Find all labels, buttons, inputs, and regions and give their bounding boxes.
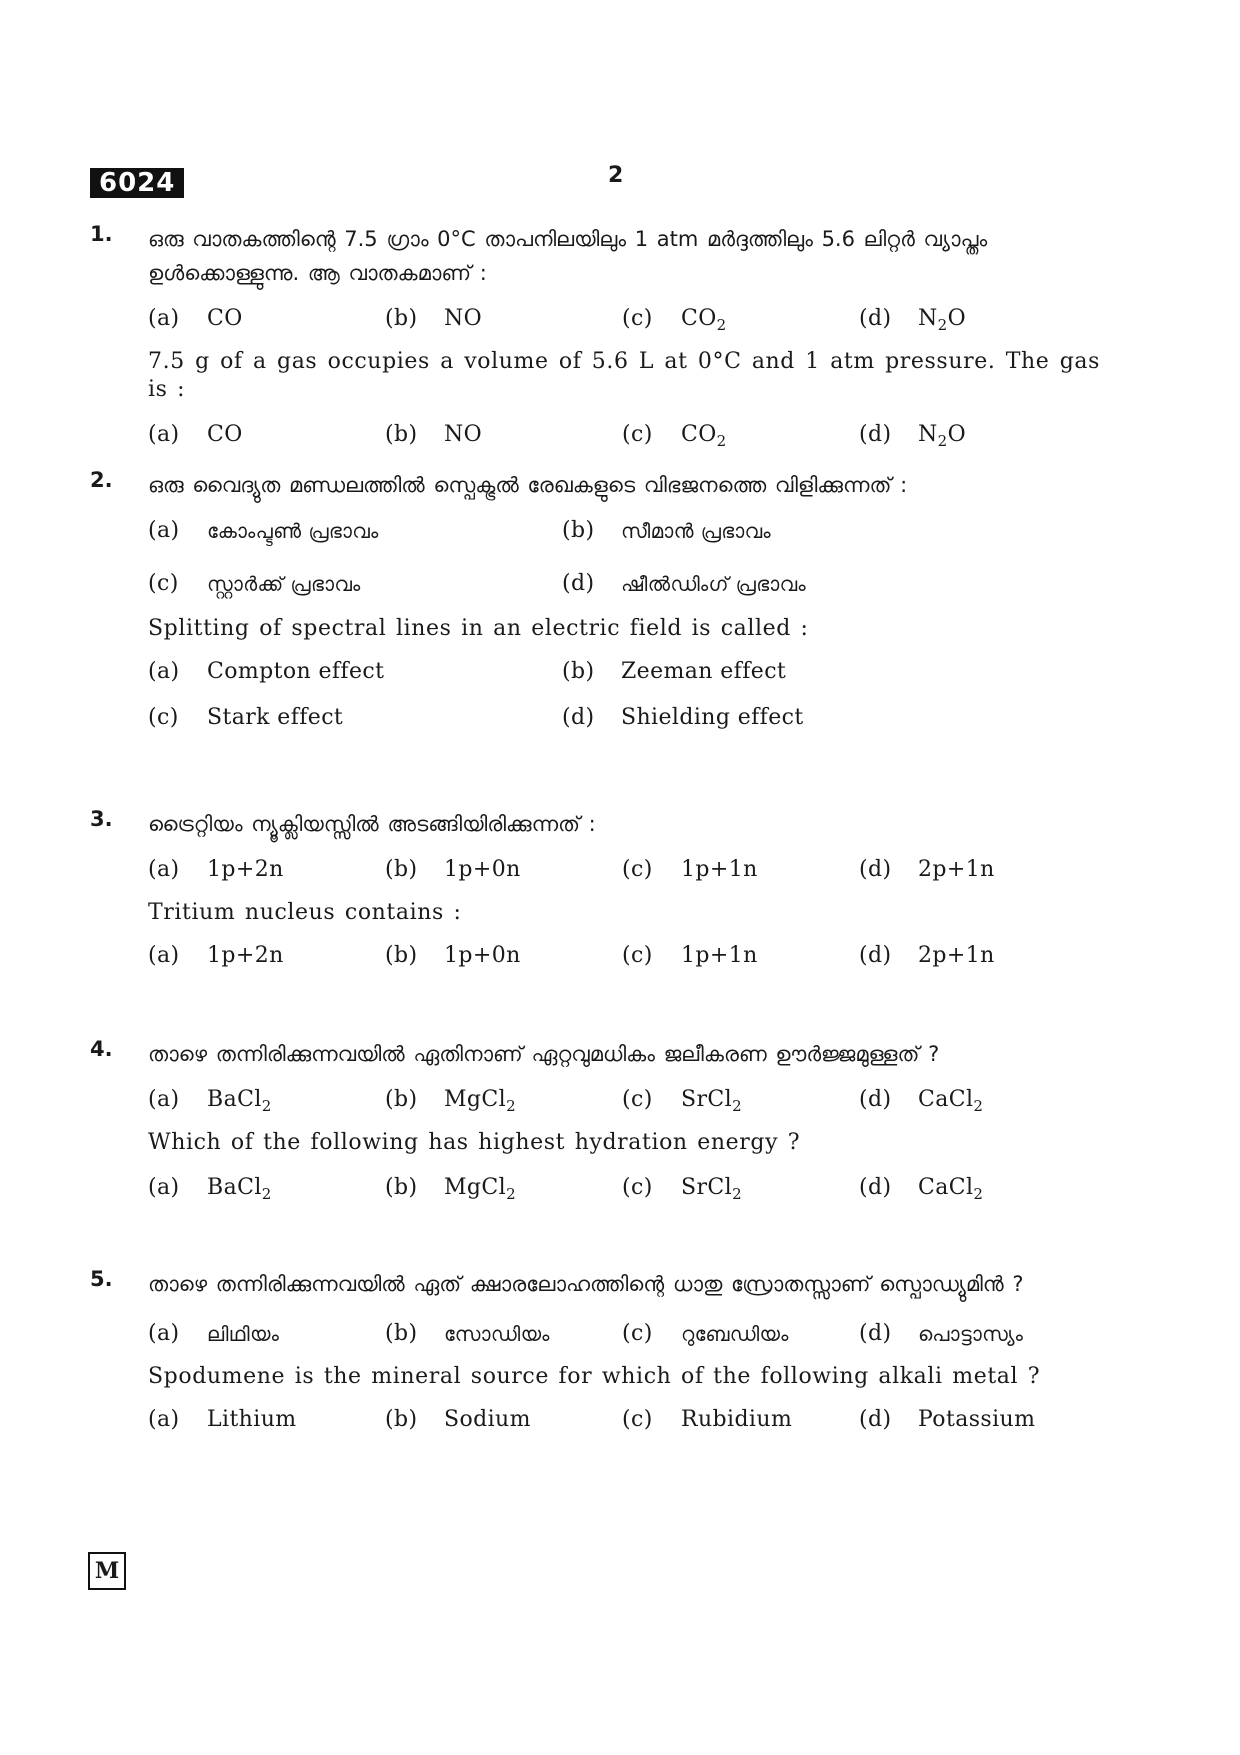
- option-label: (b): [562, 518, 595, 543]
- question-text-malayalam: ട്രൈറ്റിയം ന്യൂക്ലിയസ്സിൽ അടങ്ങിയിരിക്കുന്നത് :: [148, 812, 596, 836]
- option-d[interactable]: [859, 420, 1096, 450]
- option-label: (b): [385, 306, 418, 331]
- option-label: (b): [385, 857, 418, 882]
- option-label: (c): [622, 943, 653, 968]
- option-d[interactable]: [562, 703, 976, 733]
- options-english: [148, 420, 1100, 450]
- question-text-english: Tritium nucleus contains :: [148, 900, 462, 925]
- options-malayalam: [148, 1319, 1100, 1349]
- question-3: [90, 807, 1100, 1043]
- option-text: Potassium: [918, 1407, 1036, 1432]
- question-number: 1.: [90, 222, 113, 246]
- option-label: (c): [622, 1407, 653, 1432]
- option-b[interactable]: [385, 941, 622, 971]
- option-text: MgCl$_2$: [444, 1087, 517, 1115]
- option-label: (a): [148, 422, 180, 447]
- option-c[interactable]: [622, 1173, 859, 1203]
- option-label: (a): [148, 518, 180, 543]
- option-label: (d): [562, 571, 595, 596]
- option-label: (b): [385, 943, 418, 968]
- option-label: (d): [859, 1321, 892, 1346]
- option-text: CaCl$_2$: [918, 1175, 984, 1203]
- option-label: (c): [622, 857, 653, 882]
- option-text: Compton effect: [207, 659, 385, 684]
- option-b[interactable]: [385, 1405, 622, 1435]
- option-label: (c): [622, 422, 653, 447]
- option-text: BaCl$_2$: [207, 1087, 272, 1115]
- option-text: 1p+0n: [444, 857, 521, 882]
- option-label: (c): [622, 1321, 653, 1346]
- question-number: 2.: [90, 468, 113, 492]
- question-2: [90, 468, 1100, 813]
- option-text: Lithium: [207, 1407, 297, 1432]
- option-text: ഷീൽഡിംഗ് പ്രഭാവം: [621, 572, 806, 596]
- question-number: 3.: [90, 807, 113, 831]
- option-label: (a): [148, 1407, 180, 1432]
- option-text: BaCl$_2$: [207, 1175, 272, 1203]
- option-label: (b): [385, 1087, 418, 1112]
- option-text: $CO_2$: [681, 422, 727, 450]
- option-label: (a): [148, 943, 180, 968]
- option-text: Zeeman effect: [621, 659, 787, 684]
- option-a[interactable]: [148, 516, 562, 546]
- option-text: $N_2O$: [918, 422, 967, 450]
- option-b[interactable]: [385, 1085, 622, 1115]
- question-text-english: Splitting of spectral lines in an electric field is called :: [148, 616, 809, 641]
- question-text-english: Spodumene is the mineral source for which of the following alkali metal ?: [148, 1364, 1041, 1389]
- option-text: സോഡിയം: [444, 1322, 550, 1346]
- option-c[interactable]: [622, 855, 859, 885]
- option-text: SrCl$_2$: [681, 1087, 743, 1115]
- option-label: (b): [385, 1407, 418, 1432]
- option-label: (a): [148, 306, 180, 331]
- footer-marker: M: [88, 1552, 126, 1590]
- option-d[interactable]: [859, 1405, 1096, 1435]
- option-d[interactable]: [859, 855, 1096, 885]
- option-text: 2p+1n: [918, 943, 995, 968]
- option-a[interactable]: [148, 420, 385, 450]
- question-text-malayalam: ഒരു വൈദ്യുത മണ്ഡലത്തിൽ സ്പെക്ട്രൽ രേഖകളുടെ വിഭജനത്തെ വിളിക്കുന്നത് :: [148, 473, 908, 497]
- question-number: 5.: [90, 1267, 113, 1291]
- option-label: (a): [148, 659, 180, 684]
- option-d[interactable]: [859, 1319, 1096, 1349]
- option-label: (d): [562, 705, 595, 730]
- option-c[interactable]: [622, 1319, 859, 1349]
- option-text: 1p+2n: [207, 857, 284, 882]
- option-a[interactable]: [148, 855, 385, 885]
- option-c[interactable]: [622, 941, 859, 971]
- options-english: [148, 657, 1100, 733]
- question-5: [90, 1267, 1100, 1467]
- option-text: സീമാൻ പ്രഭാവം: [621, 519, 771, 543]
- option-text: $CO_2$: [681, 306, 727, 334]
- option-c[interactable]: [622, 420, 859, 450]
- option-b[interactable]: [385, 1319, 622, 1349]
- option-d[interactable]: [562, 569, 976, 599]
- option-label: (a): [148, 1175, 180, 1200]
- options-english: [148, 1405, 1100, 1435]
- option-d[interactable]: [859, 1085, 1096, 1115]
- option-text: CaCl$_2$: [918, 1087, 984, 1115]
- option-text: സ്റ്റാർക്ക് പ്രഭാവം: [207, 572, 361, 596]
- question-text-malayalam: താഴെ തന്നിരിക്കുന്നവയിൽ ഏതിനാണ് ഏറ്റവുമധികം ജലീകരണ ഊർജ്ജമുള്ളത് ?: [148, 1042, 940, 1066]
- question-number: 4.: [90, 1037, 113, 1061]
- option-label: (d): [859, 1407, 892, 1432]
- option-label: (d): [859, 1175, 892, 1200]
- option-text: കോംപ്ടൺ പ്രഭാവം: [207, 519, 379, 543]
- options-english: [148, 1173, 1100, 1203]
- option-d[interactable]: [859, 1173, 1096, 1203]
- option-text: Sodium: [444, 1407, 531, 1432]
- option-text: Rubidium: [681, 1407, 793, 1432]
- option-label: (c): [622, 1175, 653, 1200]
- option-label: (d): [859, 857, 892, 882]
- option-label: (b): [562, 659, 595, 684]
- option-label: (d): [859, 306, 892, 331]
- option-label: (a): [148, 1321, 180, 1346]
- question-text-english: 7.5 g of a gas occupies a volume of 5.6 L at 0°C and 1 atm pressure. The gas is :: [148, 349, 1100, 402]
- option-label: (d): [859, 1087, 892, 1112]
- option-a[interactable]: [148, 1173, 385, 1203]
- question-list: [90, 222, 1100, 1467]
- option-label: (a): [148, 1087, 180, 1112]
- option-label: (a): [148, 857, 180, 882]
- option-text: 2p+1n: [918, 857, 995, 882]
- option-b[interactable]: [385, 304, 622, 334]
- option-b[interactable]: [562, 516, 976, 546]
- option-a[interactable]: [148, 1405, 385, 1435]
- page-number: 2: [608, 163, 624, 188]
- question-text-malayalam: താഴെ തന്നിരിക്കുന്നവയിൽ ഏത് ക്ഷാരലോഹത്തിന്റെ ധാതു സ്രോതസ്സാണ് സ്പൊഡ്യുമിൻ ?: [148, 1272, 1024, 1296]
- option-text: ലിഥിയം: [207, 1322, 280, 1346]
- option-label: (b): [385, 1321, 418, 1346]
- option-text: CO: [207, 422, 243, 447]
- option-text: CO: [207, 306, 243, 331]
- option-c[interactable]: [148, 703, 562, 733]
- option-label: (d): [859, 943, 892, 968]
- option-label: (c): [622, 306, 653, 331]
- option-label: (b): [385, 422, 418, 447]
- question-1: [90, 222, 1100, 474]
- option-label: (d): [859, 422, 892, 447]
- option-c[interactable]: [622, 1405, 859, 1435]
- option-a[interactable]: [148, 1085, 385, 1115]
- option-text: 1p+1n: [681, 857, 758, 882]
- options-malayalam: [148, 516, 1100, 599]
- option-d[interactable]: [859, 304, 1096, 334]
- option-a[interactable]: [148, 304, 385, 334]
- question-text-english: Which of the following has highest hydration energy ?: [148, 1130, 801, 1155]
- option-text: 1p+2n: [207, 943, 284, 968]
- option-c[interactable]: [622, 304, 859, 334]
- option-b[interactable]: [562, 657, 976, 687]
- option-text: NO: [444, 306, 483, 331]
- option-a[interactable]: [148, 657, 562, 687]
- options-malayalam: [148, 1085, 1100, 1115]
- options-english: [148, 941, 1100, 971]
- option-c[interactable]: [148, 569, 562, 599]
- option-b[interactable]: [385, 420, 622, 450]
- option-c[interactable]: [622, 1085, 859, 1115]
- paper-code-badge: 6024: [90, 168, 184, 198]
- option-label: (c): [148, 571, 179, 596]
- option-text: Stark effect: [207, 705, 344, 730]
- option-b[interactable]: [385, 1173, 622, 1203]
- options-malayalam: [148, 855, 1100, 885]
- option-text: 1p+1n: [681, 943, 758, 968]
- option-text: MgCl$_2$: [444, 1175, 517, 1203]
- option-text: SrCl$_2$: [681, 1175, 743, 1203]
- option-a[interactable]: [148, 941, 385, 971]
- question-text-malayalam: ഒരു വാതകത്തിന്റെ 7.5 ഗ്രാം 0°C താപനിലയിലും 1 atm മർദ്ദത്തിലും 5.6 ലിറ്റർ വ്യാപ്തം ഉൾക്കൊള്ളുന്നു. ആ വാതകമാണ് :: [148, 227, 988, 285]
- option-d[interactable]: [859, 941, 1096, 971]
- option-text: പൊട്ടാസ്യം: [918, 1322, 1024, 1346]
- option-text: 1p+0n: [444, 943, 521, 968]
- option-a[interactable]: [148, 1319, 385, 1349]
- options-malayalam: [148, 304, 1100, 334]
- option-text: NO: [444, 422, 483, 447]
- option-b[interactable]: [385, 855, 622, 885]
- option-text: Shielding effect: [621, 705, 804, 730]
- option-label: (b): [385, 1175, 418, 1200]
- option-label: (c): [622, 1087, 653, 1112]
- question-4: [90, 1037, 1100, 1273]
- option-text: റുബേഡിയം: [681, 1322, 789, 1346]
- option-label: (c): [148, 705, 179, 730]
- option-text: $N_2O$: [918, 306, 967, 334]
